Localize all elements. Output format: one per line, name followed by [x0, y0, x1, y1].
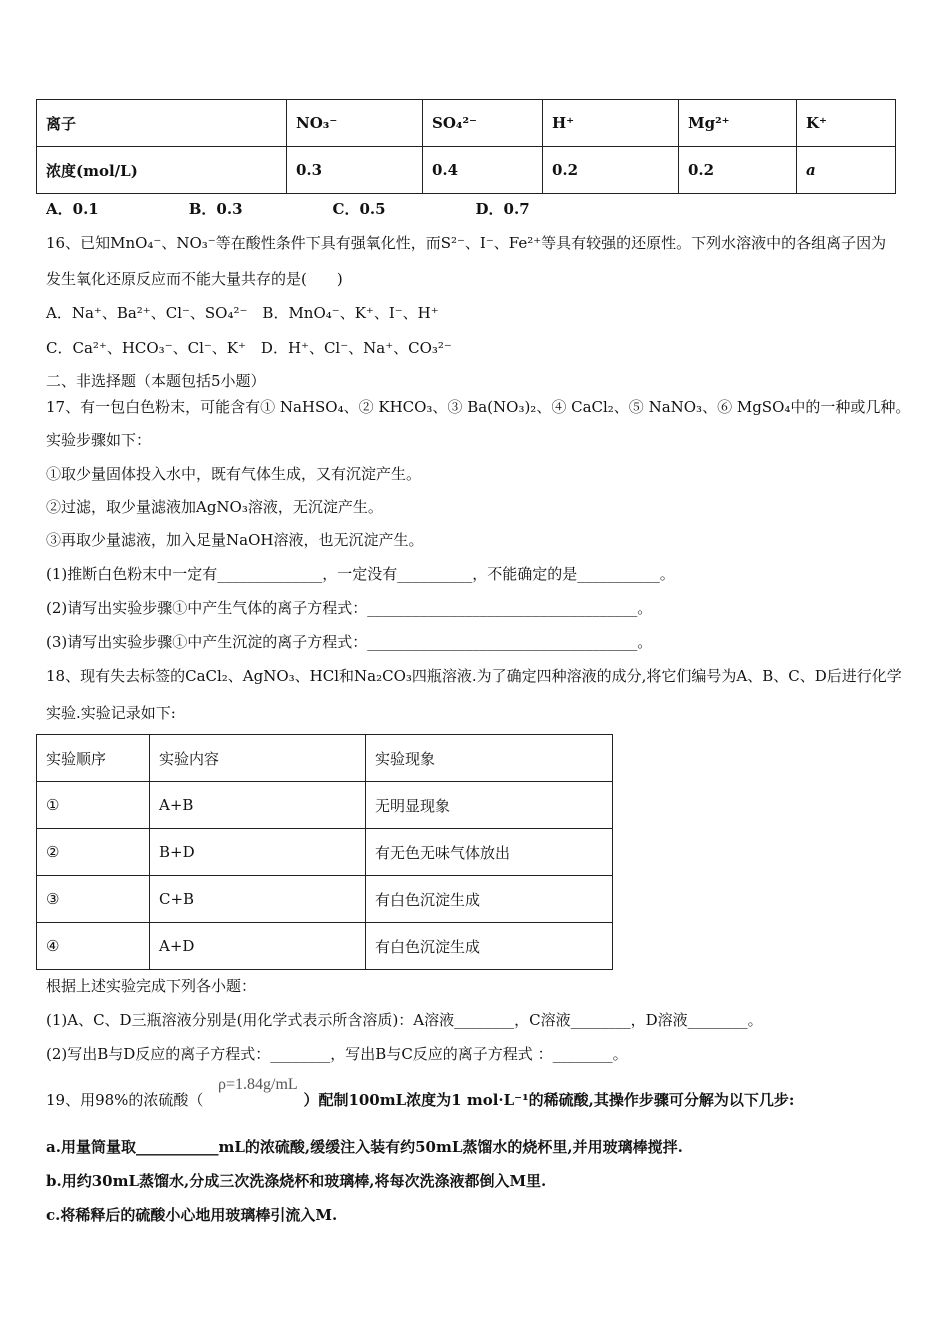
table-cell: ③ — [37, 876, 150, 923]
table-cell: 0.3 — [287, 147, 423, 194]
q17-sub2: (2)请写出实验步骤①中产生气体的离子方程式：____________________________________。 — [46, 599, 653, 617]
table-cell: a — [797, 147, 896, 194]
table-cell: B+D — [150, 829, 366, 876]
table-cell: 0.2 — [543, 147, 679, 194]
q19-step-c: c.将稀释后的硫酸小心地用玻璃棒引流入M. — [46, 1206, 338, 1224]
table-row — [37, 782, 613, 829]
q17-sub3: (3)请写出实验步骤①中产生沉淀的离子方程式：____________________________________。 — [46, 633, 653, 651]
table-cell: H⁺ — [543, 100, 679, 147]
table-cell: 实验顺序 — [37, 735, 150, 782]
q15-options: A．0.1 B．0.3 C．0.5 D．0.7 — [46, 200, 530, 218]
experiment-table — [36, 734, 613, 970]
q16-options-cd: C．Ca²⁺、HCO₃⁻、Cl⁻、K⁺ D．H⁺、Cl⁻、Na⁺、CO₃²⁻ — [46, 339, 452, 357]
table-cell: ④ — [37, 923, 150, 970]
q16-stem-line1: 16、已知MnO₄⁻、NO₃⁻等在酸性条件下具有强氧化性，而S²⁻、I⁻、Fe²⁺等具有较强的还原性。下列水溶液中的各组离子因为 — [46, 234, 887, 252]
table-cell: C+B — [150, 876, 366, 923]
table-cell: 实验内容 — [150, 735, 366, 782]
table-cell: 离子 — [37, 100, 287, 147]
table-cell: 0.4 — [423, 147, 543, 194]
table-cell: ① — [37, 782, 150, 829]
q17-step2: ②过滤，取少量滤液加AgNO₃溶液，无沉淀产生。 — [46, 498, 383, 516]
table-cell: 无明显现象 — [366, 782, 613, 829]
table-cell: A+B — [150, 782, 366, 829]
table-cell: 有无色无味气体放出 — [366, 829, 613, 876]
table-cell: 0.2 — [679, 147, 797, 194]
q18-stem-line2: 实验.实验记录如下: — [46, 704, 176, 722]
table-cell: 有白色沉淀生成 — [366, 923, 613, 970]
q18-after: 根据上述实验完成下列各小题： — [46, 977, 257, 995]
table-cell: A+D — [150, 923, 366, 970]
table-row — [37, 829, 613, 876]
table-cell: 实验现象 — [366, 735, 613, 782]
table-row — [37, 735, 613, 782]
q18-sub2: (2)写出B与D反应的离子方程式：________，写出B与C反应的离子方程式 ：________。 — [46, 1045, 628, 1063]
q19-step-a: a.用量筒量取___________mL的浓硫酸,缓缓注入装有约50mL蒸馏水的烧杯里,并用玻璃棒搅拌. — [46, 1138, 683, 1156]
table-cell: ② — [37, 829, 150, 876]
table-cell: Mg²⁺ — [679, 100, 797, 147]
density-formula: ρ=1.84g/mL — [218, 1076, 298, 1093]
q16-stem-line2: 发生氧化还原反应而不能大量共存的是( ) — [46, 270, 343, 288]
q17-step3: ③再取少量滤液，加入足量NaOH溶液，也无沉淀产生。 — [46, 531, 424, 549]
table-row — [37, 923, 613, 970]
section-heading: 二、非选择题（本题包括5小题） — [46, 372, 266, 390]
q18-stem-line1: 18、现有失去标签的CaCl₂、AgNO₃、HCl和Na₂CO₃四瓶溶液.为了确定四种溶液的成分,将它们编号为A、B、C、D后进行化学 — [46, 667, 902, 685]
table-cell: 浓度(mol/L) — [37, 147, 287, 194]
table-row — [37, 876, 613, 923]
q19-stem-pre: 19、用98%的浓硫酸（ — [46, 1091, 204, 1109]
table-row — [37, 100, 896, 147]
q17-intro: 17、有一包白色粉末，可能含有① NaHSO₄、② KHCO₃、③ Ba(NO₃)₂、④ CaCl₂、⑤ NaNO₃、⑥ MgSO₄中的一种或几种。 — [46, 398, 911, 416]
q17-sub1: (1)推断白色粉末中一定有______________，一定没有__________，不能确定的是___________。 — [46, 565, 675, 583]
table-cell: NO₃⁻ — [287, 100, 423, 147]
table-row — [37, 147, 896, 194]
table-cell: SO₄²⁻ — [423, 100, 543, 147]
q19-step-b: b.用约30mL蒸馏水,分成三次洗涤烧杯和玻璃棒,将每次洗涤液都倒入M里. — [46, 1172, 547, 1190]
table-cell: 有白色沉淀生成 — [366, 876, 613, 923]
q19-stem-post: ）配制100mL浓度为1 mol·L⁻¹的稀硫酸,其操作步骤可分解为以下几步: — [303, 1091, 795, 1109]
q16-options-ab: A．Na⁺、Ba²⁺、Cl⁻、SO₄²⁻ B．MnO₄⁻、K⁺、I⁻、H⁺ — [46, 304, 439, 322]
q18-sub1: (1)A、C、D三瓶溶液分别是(用化学式表示所含溶质)：A溶液________，C溶液________，D溶液________。 — [46, 1011, 763, 1029]
ion-concentration-table — [36, 99, 896, 194]
table-cell: K⁺ — [797, 100, 896, 147]
q19-stem — [46, 1090, 794, 1110]
q17-step1: ①取少量固体投入水中，既有气体生成，又有沉淀产生。 — [46, 465, 422, 483]
q17-steps-title: 实验步骤如下： — [46, 431, 152, 449]
